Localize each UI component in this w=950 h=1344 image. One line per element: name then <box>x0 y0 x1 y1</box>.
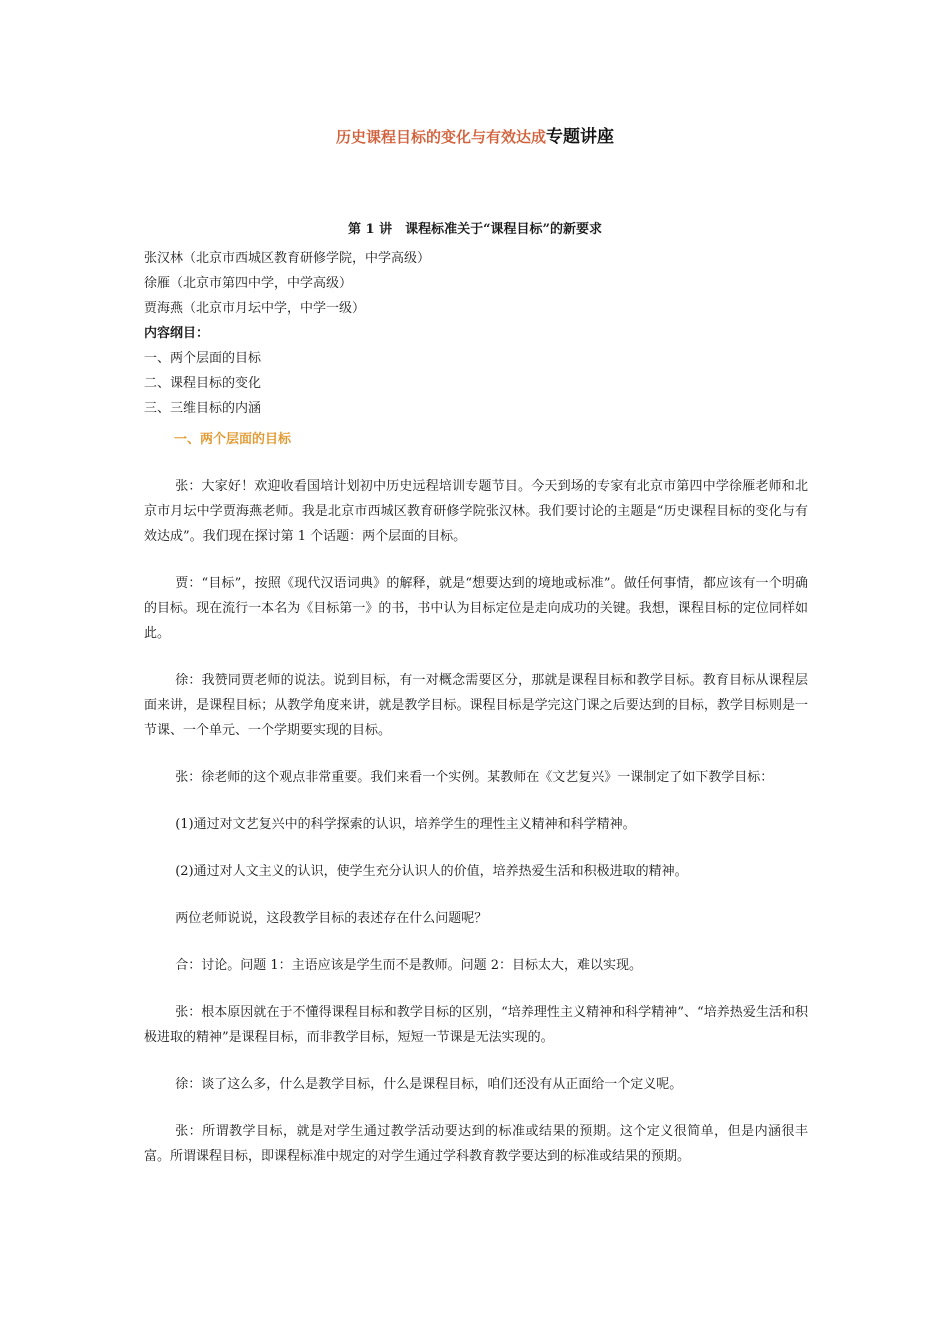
author-line: 张汉林（北京市西城区教育研修学院，中学高级） <box>144 251 431 266</box>
title-plain-part: 专题讲座 <box>546 127 614 147</box>
dialogue-paragraph: 徐：我赞同贾老师的说法。说到目标，有一对概念需要区分，那就是课程目标和教学目标。教育目标从课程层面来讲，是课程目标；从教学角度来讲，就是教学目标。课程目标是学完这门课之后要达到的目标，教学目标则是一节课、一个单元、一个学期要实现的目标。 <box>144 673 808 738</box>
outline-item: 二、课程目标的变化 <box>144 376 262 391</box>
author-line: 徐雁（北京市第四中学，中学高级） <box>144 276 353 291</box>
outline-label: 内容纲目： <box>144 326 210 341</box>
dialogue-paragraph: 张：根本原因就在于不懂得课程目标和教学目标的区别，“培养理性主义精神和科学精神”、“培养热爱生活和积极进取的精神”是课程目标，而非教学目标，短短一节课是无法实现的。 <box>144 1005 808 1045</box>
dialogue-paragraph: 张：徐老师的这个观点非常重要。我们来看一个实例。某教师在《文艺复兴》一课制定了如下教学目标： <box>175 770 774 785</box>
title-colored-part: 历史课程目标的变化与有效达成 <box>335 128 546 146</box>
dialogue-paragraph: 张：大家好！欢迎收看国培计划初中历史远程培训专题节目。今天到场的专家有北京市第四中学徐雁老师和北京市月坛中学贾海燕老师。我是北京市西城区教育研修学院张汉林。我们要讨论的主题是“历史课程目标的变化与有效达成”。我们现在探讨第 1 个话题：两个层面的目标。 <box>144 479 808 544</box>
lecture-heading: 第 1 讲 课程标准关于“课程目标”的新要求 <box>347 222 603 237</box>
front-matter <box>144 246 808 421</box>
document-title <box>0 124 950 150</box>
dialogue-body <box>144 474 808 1191</box>
dialogue-paragraph: 两位老师说说，这段教学目标的表述存在什么问题呢？ <box>175 911 488 926</box>
author-line: 贾海燕（北京市月坛中学，中学一级） <box>144 301 366 316</box>
objective-item: (2)通过对人文主义的认识，使学生充分认识人的价值，培养热爱生活和积极进取的精神。 <box>175 864 688 879</box>
outline-item: 一、两个层面的目标 <box>144 351 262 366</box>
objective-item: (1)通过对文艺复兴中的科学探索的认识，培养学生的理性主义精神和科学精神。 <box>175 817 636 832</box>
dialogue-paragraph: 贾：“目标”，按照《现代汉语词典》的解释，就是“想要达到的境地或标准”。做任何事情，都应该有一个明确的目标。现在流行一本名为《目标第一》的书，书中认为目标定位是走向成功的关键。我想，课程目标的定位同样如此。 <box>144 576 808 641</box>
dialogue-paragraph: 张：所谓教学目标，就是对学生通过教学活动要达到的标准或结果的预期。这个定义很简单，但是内涵很丰富。所谓课程目标，即课程标准中规定的对学生通过学科教育教学要达到的标准或结果的预期。 <box>144 1124 808 1164</box>
dialogue-paragraph: 徐：谈了这么多，什么是教学目标，什么是课程目标，咱们还没有从正面给一个定义呢。 <box>175 1077 683 1092</box>
outline-item: 三、三维目标的内涵 <box>144 401 262 416</box>
section-heading: 一、两个层面的目标 <box>174 432 292 447</box>
dialogue-paragraph: 合：讨论。问题 1：主语应该是学生而不是教师。问题 2：目标太大，难以实现。 <box>175 958 642 973</box>
